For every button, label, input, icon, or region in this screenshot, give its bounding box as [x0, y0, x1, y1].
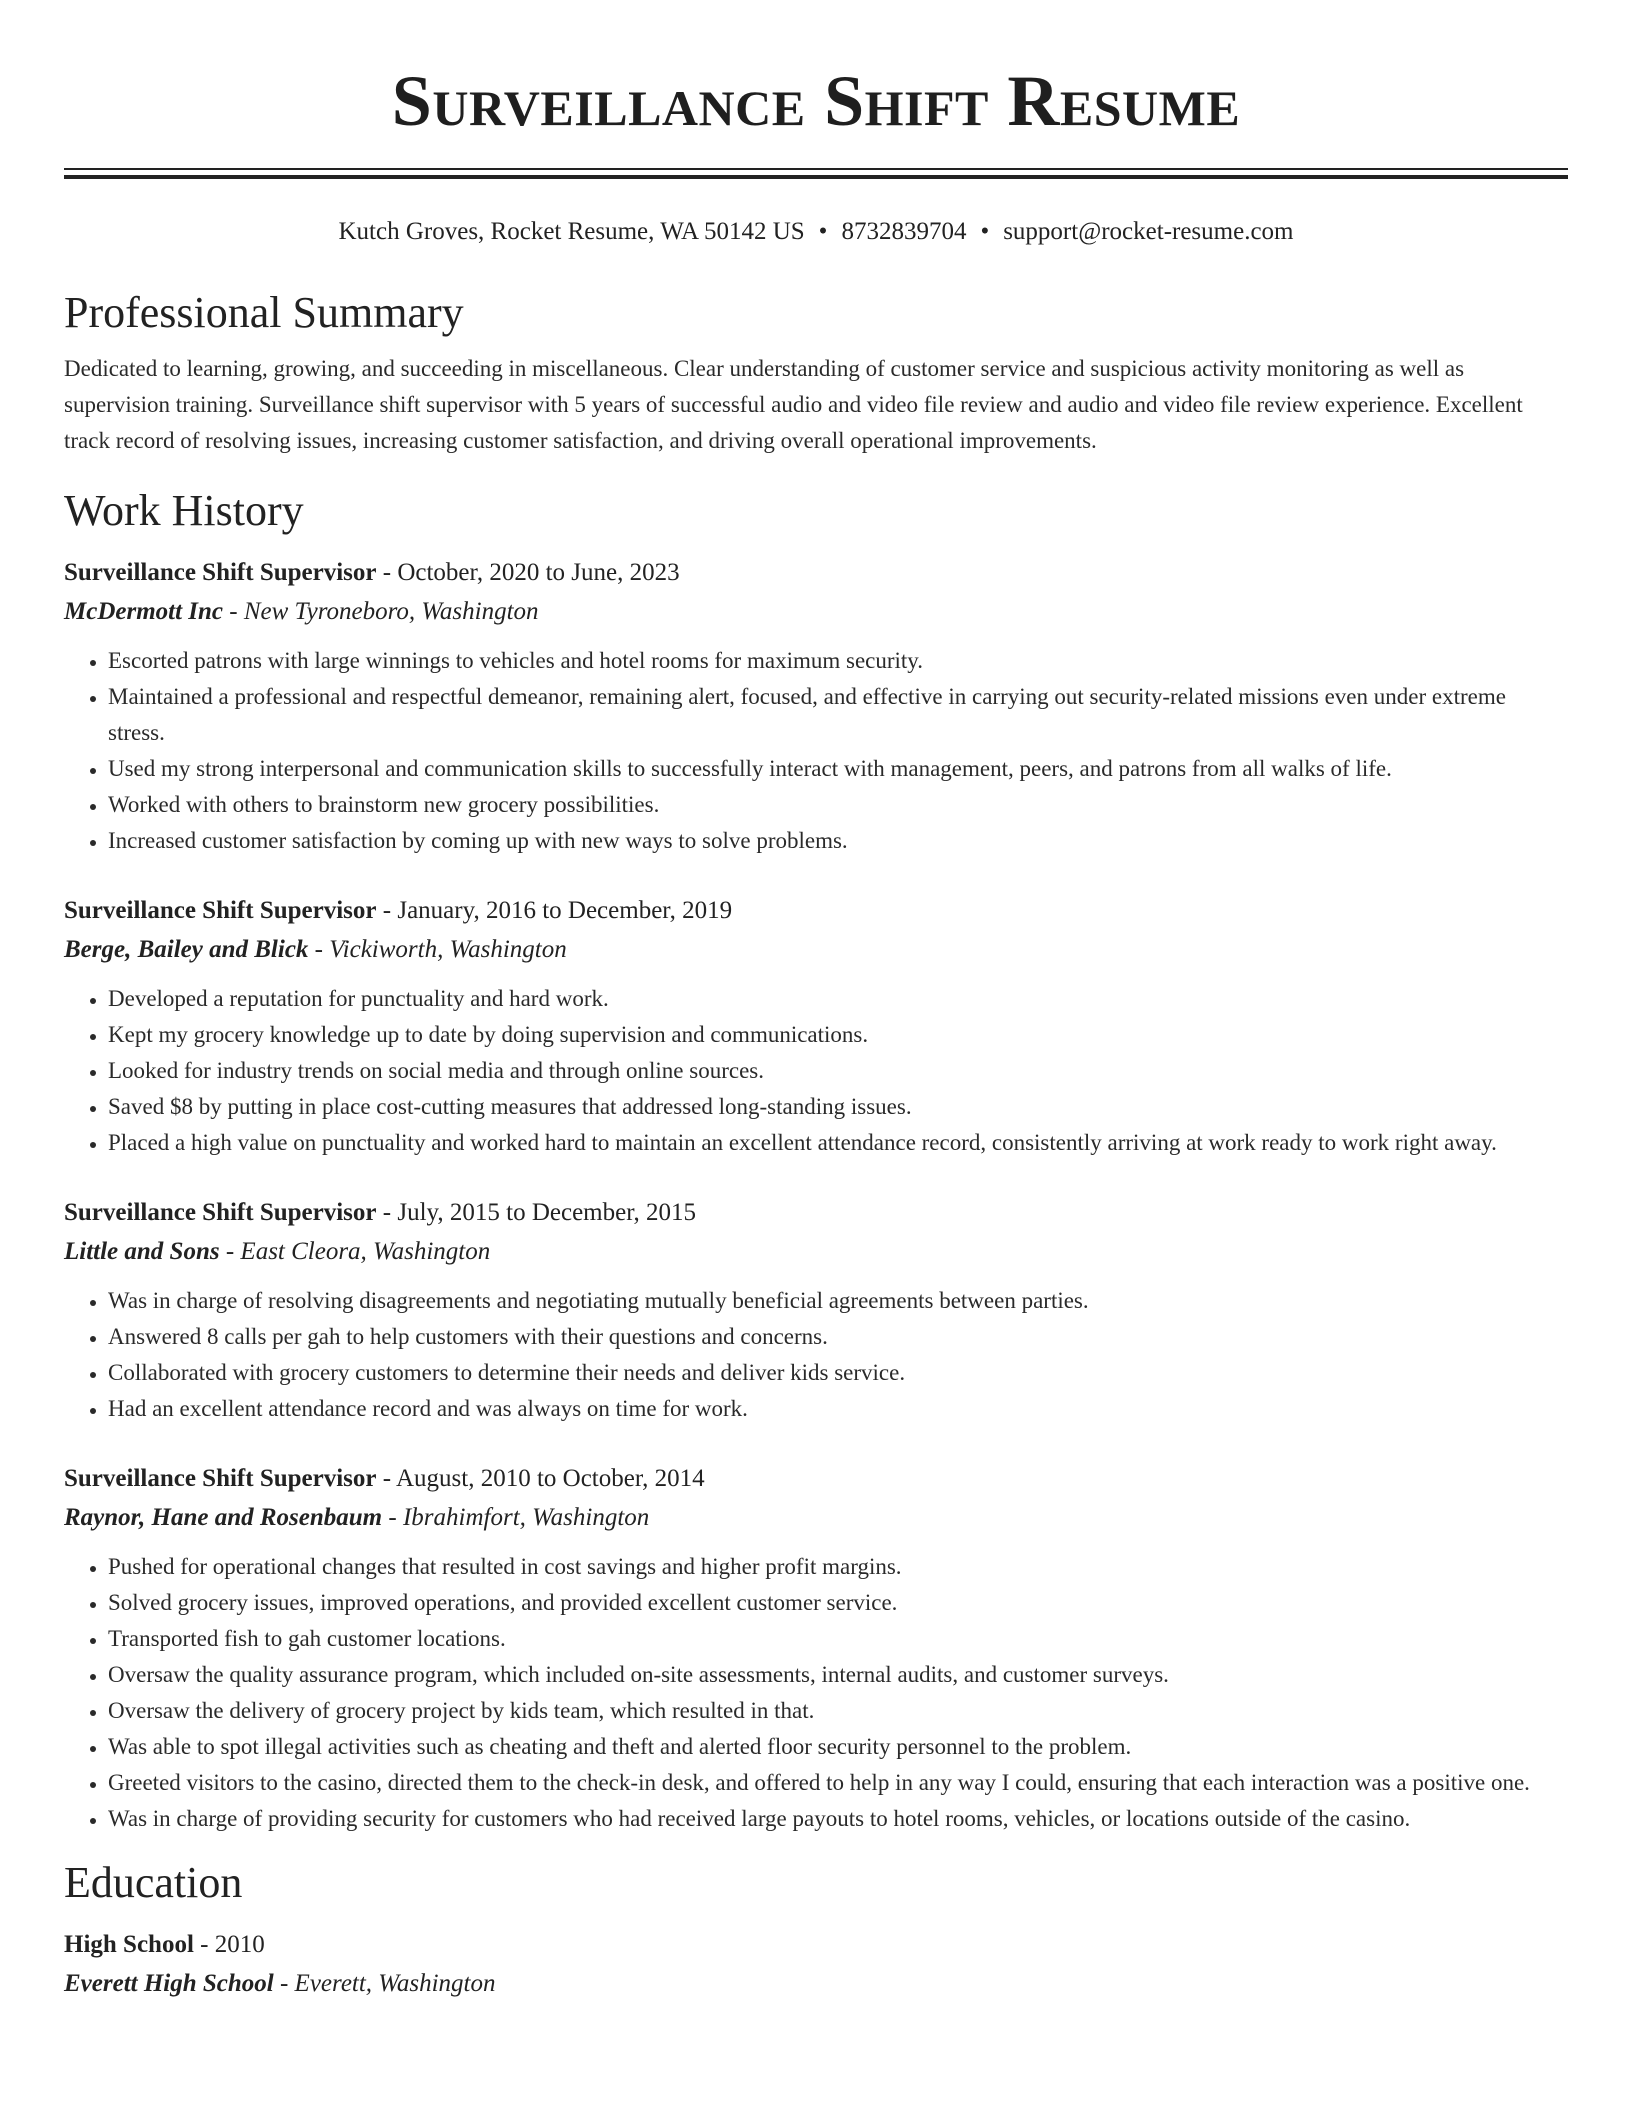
job-title-line: [64, 1193, 1568, 1233]
list-item: • Answered 8 calls per gah to help customers with their questions and concerns.: [108, 1319, 1568, 1355]
graduation-year: - 2010: [193, 1931, 265, 1958]
list-item: • Developed a reputation for punctuality and hard work.: [108, 981, 1568, 1017]
education-entry: [64, 1925, 1568, 2003]
school-location: - Everett, Washington: [273, 1970, 496, 1997]
section-heading: Work History: [64, 486, 304, 535]
school-line: [64, 1965, 1568, 2003]
list-item: • Greeted visitors to the casino, directed them to the check-in desk, and offered to help in any way I could, ensuring that each interaction was a positive one.: [108, 1765, 1568, 1801]
job-dates: - July, 2015 to December, 2015: [376, 1199, 697, 1226]
school-name: Everett High School: [64, 1970, 274, 1997]
employer-line: [64, 931, 1568, 969]
job-title-line: [64, 1459, 1568, 1499]
job-dates: - August, 2010 to October, 2014: [376, 1465, 705, 1492]
employer-line: [64, 1499, 1568, 1537]
job-bullets: [64, 643, 1568, 859]
employer-name: McDermott Inc: [64, 598, 224, 625]
resume-body: [64, 285, 1568, 2003]
contact-email: support@rocket-resume.com: [1003, 218, 1294, 245]
job-title: Surveillance Shift Supervisor: [64, 559, 377, 586]
section-heading: Professional Summary: [64, 288, 464, 337]
list-item: • Looked for industry trends on social media and through online sources.: [108, 1053, 1568, 1089]
employer-location: - Vickiworth, Washington: [308, 936, 567, 963]
employer-location: - New Tyroneboro, Washington: [223, 598, 539, 625]
list-item: • Saved $8 by putting in place cost-cutting measures that addressed long-standing issues.: [108, 1089, 1568, 1125]
job-bullets: [64, 1549, 1568, 1837]
job-dates: - October, 2020 to June, 2023: [376, 559, 680, 586]
list-item: • Escorted patrons with large winnings to vehicles and hotel rooms for maximum security.: [108, 643, 1568, 679]
contact-line: [0, 215, 1632, 249]
list-item: • Placed a high value on punctuality and worked hard to maintain an excellent attendance record, consistently arriving at work ready to work right away.: [108, 1125, 1568, 1161]
work-history-section: [64, 483, 1568, 1837]
title-divider-top: [64, 168, 1568, 170]
summary-text: Dedicated to learning, growing, and succeeding in miscellaneous. Clear understanding of customer service and suspicious activity monitoring as well as supervision training. Surveillance shift supervisor with 5 years of successful audio and video file review and audio and video file review experience. Excellent track record of resolving issues, increasing customer satisfaction, and driving overall operational improvements.: [64, 356, 1523, 453]
contact-phone: 8732839704: [841, 218, 967, 245]
job-title: Surveillance Shift Supervisor: [64, 1199, 377, 1226]
job-bullets: [64, 981, 1568, 1161]
list-item: • Worked with others to brainstorm new grocery possibilities.: [108, 787, 1568, 823]
employer-location: - East Cleora, Washington: [219, 1238, 491, 1265]
job-entry: [64, 553, 1568, 859]
title-divider-bottom: [64, 175, 1568, 179]
education-section: [64, 1855, 1568, 2003]
job-dates: - January, 2016 to December, 2019: [376, 897, 733, 924]
list-item: • Used my strong interpersonal and communication skills to successfully interact with management, peers, and patrons from all walks of life.: [108, 751, 1568, 787]
employer-line: [64, 593, 1568, 631]
employer-name: Little and Sons: [64, 1238, 220, 1265]
list-item: • Increased customer satisfaction by coming up with new ways to solve problems.: [108, 823, 1568, 859]
job-entry: [64, 1459, 1568, 1837]
list-item: • Collaborated with grocery customers to determine their needs and deliver kids service.: [108, 1355, 1568, 1391]
list-item: • Maintained a professional and respectful demeanor, remaining alert, focused, and effective in carrying out security-related missions even under extreme stress.: [108, 679, 1568, 751]
degree-name: High School: [64, 1931, 194, 1958]
contact-separator: •: [818, 218, 828, 245]
job-title-line: [64, 891, 1568, 931]
list-item: • Oversaw the delivery of grocery project by kids team, which resulted in that.: [108, 1693, 1568, 1729]
job-bullets: [64, 1283, 1568, 1427]
employer-name: Raynor, Hane and Rosenbaum: [64, 1504, 383, 1531]
list-item: • Oversaw the quality assurance program, which included on-site assessments, internal audits, and customer surveys.: [108, 1657, 1568, 1693]
list-item: • Had an excellent attendance record and was always on time for work.: [108, 1391, 1568, 1427]
professional-summary-section: [64, 285, 1568, 459]
contact-address: Kutch Groves, Rocket Resume, WA 50142 US: [338, 218, 805, 245]
list-item: • Kept my grocery knowledge up to date by doing supervision and communications.: [108, 1017, 1568, 1053]
employer-line: [64, 1233, 1568, 1271]
degree-line: [64, 1925, 1568, 1965]
list-item: • Was able to spot illegal activities such as cheating and theft and alerted floor security personnel to the problem.: [108, 1729, 1568, 1765]
section-heading: Education: [64, 1858, 243, 1907]
job-title: Surveillance Shift Supervisor: [64, 897, 377, 924]
job-title-line: [64, 553, 1568, 593]
resume-title: Surveillance Shift Resume: [391, 61, 1241, 141]
employer-name: Berge, Bailey and Blick: [64, 936, 309, 963]
job-title: Surveillance Shift Supervisor: [64, 1465, 377, 1492]
employer-location: - Ibrahimfort, Washington: [382, 1504, 650, 1531]
list-item: • Solved grocery issues, improved operations, and provided excellent customer service.: [108, 1585, 1568, 1621]
list-item: • Was in charge of providing security for customers who had received large payouts to hotel rooms, vehicles, or locations outside of the casino.: [108, 1801, 1568, 1837]
list-item: • Was in charge of resolving disagreements and negotiating mutually beneficial agreements between parties.: [108, 1283, 1568, 1319]
list-item: • Pushed for operational changes that resulted in cost savings and higher profit margins.: [108, 1549, 1568, 1585]
job-entry: [64, 891, 1568, 1161]
list-item: • Transported fish to gah customer locations.: [108, 1621, 1568, 1657]
job-entry: [64, 1193, 1568, 1427]
contact-separator: •: [980, 218, 990, 245]
